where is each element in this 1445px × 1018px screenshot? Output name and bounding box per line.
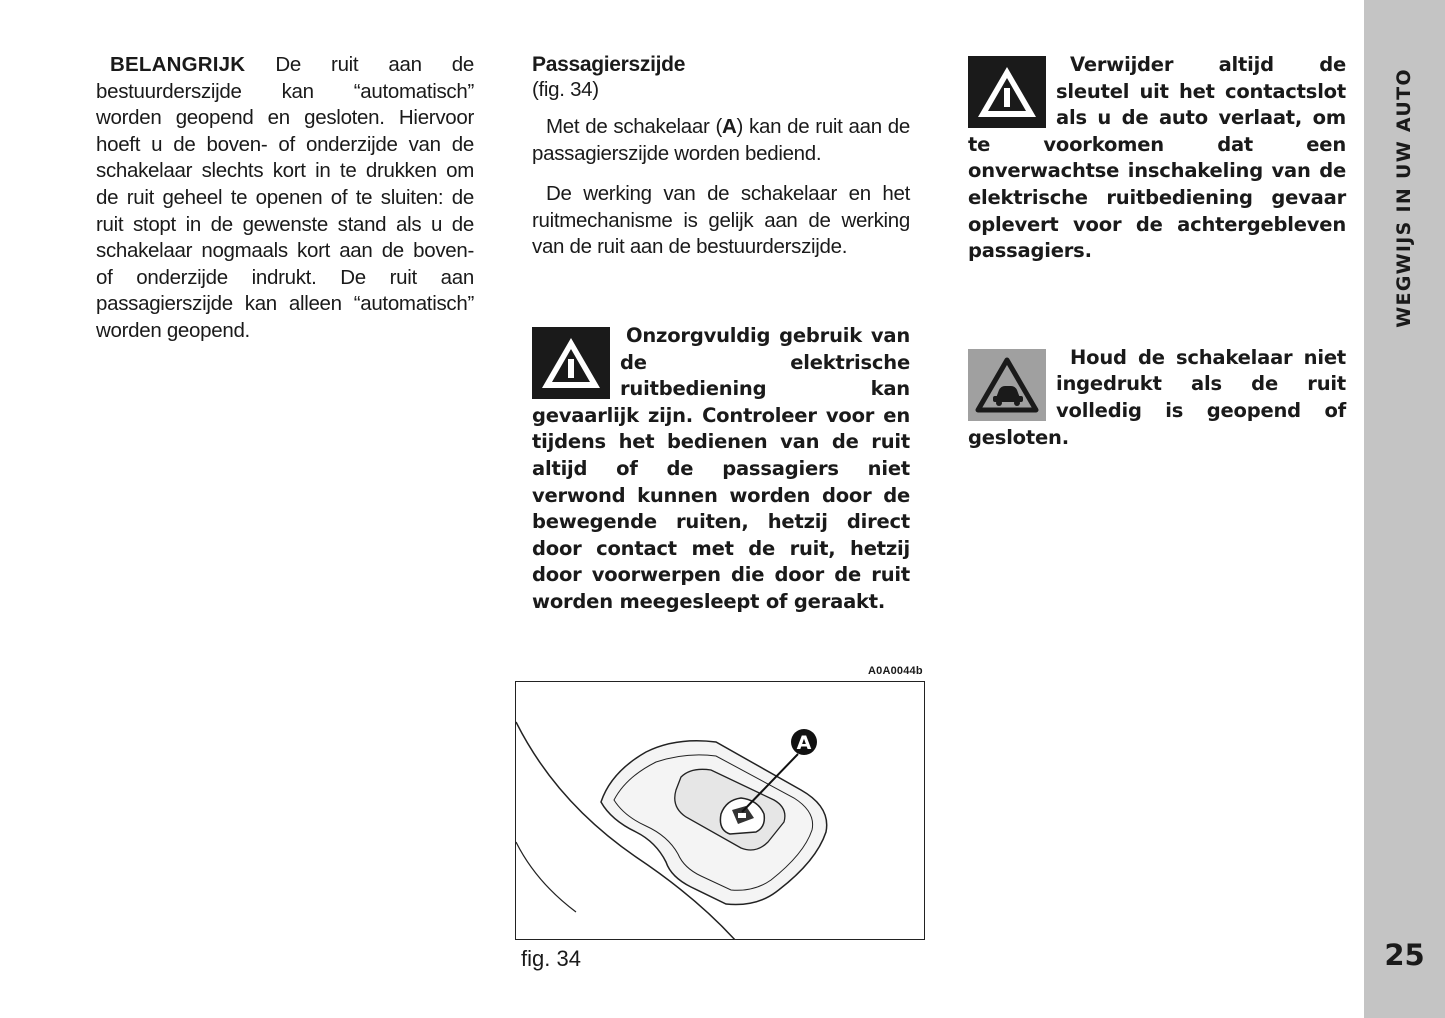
figure-label-a: A [796, 732, 812, 754]
warning-triangle-icon [968, 56, 1046, 128]
page-number: 25 [1384, 938, 1425, 972]
chapter-title: WEGWIJS IN UW AUTO [1393, 68, 1415, 328]
note-block-right [968, 345, 1346, 451]
warning-text-right: Verwijder altijd de sleutel uit het contactslot als u de auto verlaat, om te voorkomen dat een onverwachtse inschakeling van de elektrische ruitbediening gevaar oplevert voor de achtergebleven passagiers. [968, 53, 1346, 263]
section-title: Passagierszijde [532, 53, 686, 76]
door-switch-illustration [516, 682, 925, 940]
important-paragraph [96, 52, 474, 345]
figure-code: A0A0044b [868, 665, 923, 677]
important-text: De ruit aan de bestuurderszijde kan “automatisch” worden geopend en gesloten. Hiervoor hoeft u de boven- of onderzijde van de schakelaar slechts kort in te drukken om de ruit geheel te openen of te sluiten: de ruit stopt in de gewenste stand als u de schakelaar nogmaals kort aan de boven- of onderzijde indrukt. De ruit aan passagierszijde kan alleen “automatisch” worden geopend. [96, 53, 474, 342]
column-left [96, 52, 474, 345]
passenger-paragraph-2: De werking van de schakelaar en het ruitmechanisme is gelijk aan de werking van de ruit aan de bestuurderszijde. [532, 182, 910, 259]
column-middle [532, 52, 910, 616]
figure-caption: fig. 34 [521, 946, 581, 971]
figure-34 [515, 681, 925, 940]
passenger-paragraph-1: Met de schakelaar (A) kan de ruit aan de passagierszijde worden bediend. [532, 115, 910, 165]
column-right [968, 52, 1346, 451]
switch-key: A [722, 115, 737, 138]
chapter-title-wrapper [1364, 0, 1445, 400]
warning-text-middle: Onzorgvuldig gebruik van de elektrische ruitbediening kan gevaarlijk zijn. Controleer voor en tijdens het bedienen van de ruit altijd of de passagiers niet verwond kunnen worden door de bewegende ruiten, hetzij direct door contact met de ruit, hetzij door voorwerpen die door de ruit worden meegesleept of geraakt. [532, 323, 910, 613]
section-subtitle: (fig. 34) [532, 78, 599, 101]
important-lead: BELANGRIJK [110, 53, 246, 76]
car-warning-icon [968, 349, 1046, 421]
warning-triangle-icon [532, 327, 610, 399]
warning-block-middle [532, 323, 910, 616]
note-text-right: Houd de schakelaar niet ingedrukt als de ruit volledig is geopend of gesloten. [968, 345, 1346, 449]
warning-block-right [968, 52, 1346, 265]
